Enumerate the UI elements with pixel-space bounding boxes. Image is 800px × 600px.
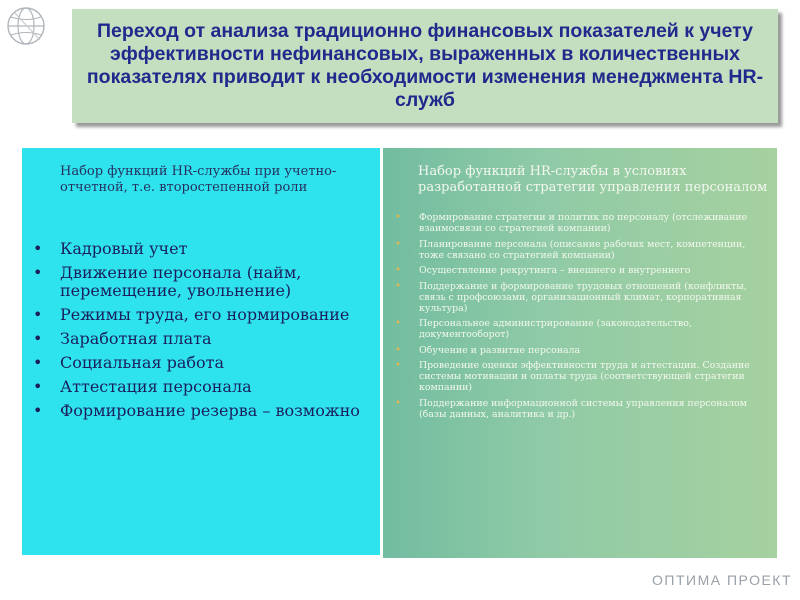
left-list-item: • Движение персонала (найм, перемещение, увольнение) [32,264,372,300]
left-panel-heading: Набор функций HR-службы при учетно-отчетной, т.е. второстепенной роли [60,164,337,195]
left-list-item: • Социальная работа [32,354,372,372]
slide-title [72,9,778,123]
right-list-item: • Обучение и развитие персонала [393,345,771,356]
slide-title-text: Переход от анализа традиционно финансовых показателей к учету эффективности нефинансовых, выраженных в количественных показателях приводит к необходимости изменения менеджмента HR-служб [86,20,764,111]
left-list-item: • Кадровый учет [32,240,372,258]
right-list-item: • Поддержание и формирование трудовых отношений (конфликты, связь с профсоюзами, организационный климат, корпоративная культура) [393,281,771,314]
left-list-item: • Заработная плата [32,330,372,348]
left-function-list [32,240,372,426]
right-list-item: • Формирование стратегии и политик по персоналу (отслеживание взаимосвязи со стратегией компании) [393,212,771,234]
left-list-item: • Формирование резерва – возможно [32,402,372,420]
right-list-item: • Персональное администрирование (законодательство, документооборот) [393,318,771,340]
right-panel-heading: Набор функций HR-службы в условиях разработанной стратегии управления персоналом [418,164,768,195]
right-list-item: • Поддержание информационной системы управления персоналом (базы данных, аналитика и др.) [393,398,771,420]
left-list-item: • Аттестация персонала [32,378,372,396]
left-list-item: • Режимы труда, его нормирование [32,306,372,324]
right-list-item: • Осуществление рекрутинга – внешнего и внутреннего [393,265,771,276]
brand-logo-text: ОПТИМА ПРОЕКТ [652,572,792,588]
right-list-item: • Планирование персонала (описание рабочих мест, компетенции, тоже связано со стратегией компании) [393,239,771,261]
right-function-list [393,212,771,424]
globe-logo-icon [4,4,48,48]
right-list-item: • Проведение оценки эффективности труда и аттестации. Создание системы мотивации и оплаты труда (соответствующей стратегии компании) [393,360,771,393]
